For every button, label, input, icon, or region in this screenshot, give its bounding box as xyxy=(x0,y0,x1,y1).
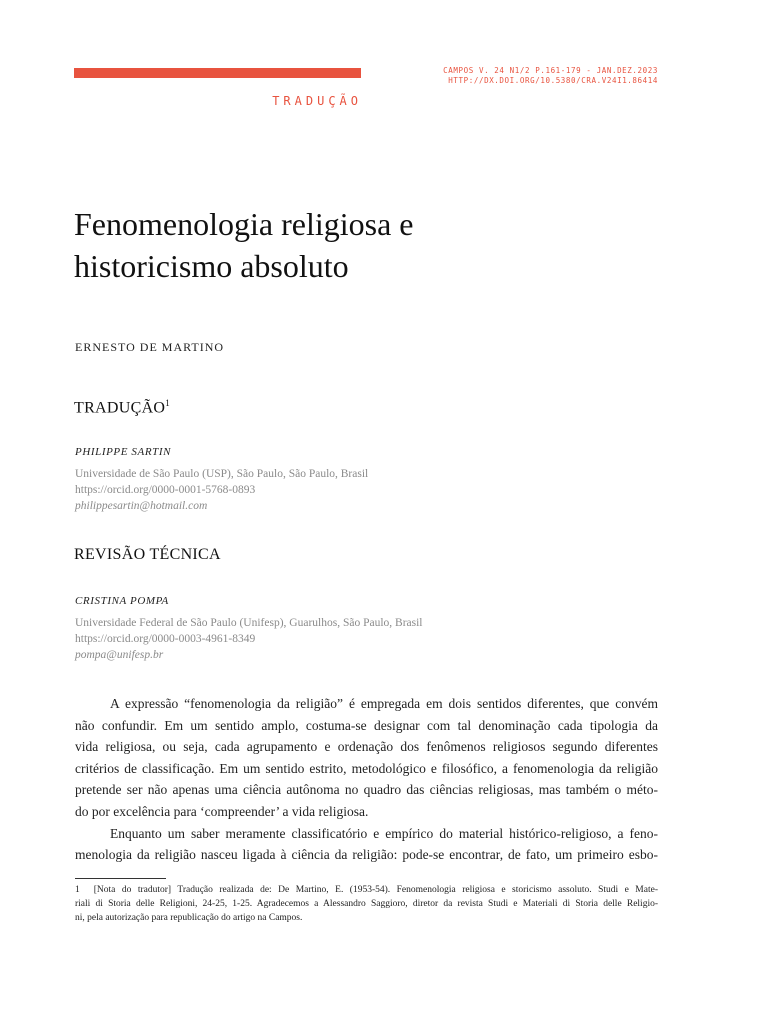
body-line: A expressão “fenomenologia da religião” é empregada em dois sentidos diferentes, que convém xyxy=(110,696,658,711)
footnote-line: ni, pela autorização para republicação do artigo na Campos. xyxy=(75,913,303,923)
translation-heading xyxy=(74,398,170,417)
footnote-number: 1 xyxy=(75,885,80,895)
reviewer-block xyxy=(75,593,423,663)
accent-bar xyxy=(74,68,361,78)
footnote-text: [Nota do tradutor] Tradução realizada de: De Martino, E. (1953-54). Fenomenologia religiosa e storicismo assoluto. Studi e Mate- xyxy=(93,885,658,895)
article-body xyxy=(75,693,658,866)
translation-heading-text: TRADUÇÃO xyxy=(74,399,166,417)
body-line: critérios de classificação. Em um sentido estrito, metodológico e filosófico, a fenomenologia da religião xyxy=(75,760,658,776)
footnote-divider xyxy=(75,878,166,879)
translator-orcid-link[interactable]: https://orcid.org/0000-0001-5768-0893 xyxy=(75,484,256,496)
body-line: vida religiosa, ou seja, cada agrupamento e ordenação dos fenômenos religiosos segundo diferentes xyxy=(75,739,658,755)
reviewer-orcid-link[interactable]: https://orcid.org/0000-0003-4961-8349 xyxy=(75,633,256,645)
reviewer-email-link[interactable]: pompa@unifesp.br xyxy=(75,649,164,661)
body-line: menologia da religião nasceu ligada à ciência da religião: pode-se encontrar, de fato, um primeiro esbo- xyxy=(75,847,658,863)
body-line: não confundir. Em um sentido amplo, costuma-se designar com tal denominação cada tipologia da xyxy=(75,717,658,733)
article-author: ERNESTO DE MARTINO xyxy=(75,340,225,354)
footnote xyxy=(75,883,658,925)
translator-name: PHILIPPE SARTIN xyxy=(75,446,172,458)
title-line-1: Fenomenologia religiosa e xyxy=(74,206,414,242)
review-heading: REVISÃO TÉCNICA xyxy=(74,546,221,563)
journal-doi-link[interactable]: HTTP://DX.DOI.ORG/10.5380/CRA.V24I1.86414 xyxy=(448,76,658,85)
paragraph-2 xyxy=(75,823,658,866)
footnote-line xyxy=(75,883,658,897)
article-title xyxy=(74,203,674,287)
translator-email-link[interactable]: philippesartin@hotmail.com xyxy=(75,500,208,512)
journal-citation: CAMPOS V. 24 N1/2 P.161-179 - JAN.DEZ.2023 xyxy=(443,66,658,75)
footnote-reference[interactable]: 1 xyxy=(165,398,171,408)
footnote-line: riali di Storia delle Religioni, 24-25, 1-25. Agradecemos a Alessandro Saggioro, diretor da revista Studi e Materiali di Storia delle Religio- xyxy=(75,899,658,909)
journal-reference xyxy=(380,66,658,86)
paragraph-1 xyxy=(75,693,658,823)
translator-block xyxy=(75,444,368,514)
body-line: do por excelência para ‘compreender’ a vida religiosa. xyxy=(75,803,369,819)
reviewer-name: CRISTINA POMPA xyxy=(75,595,169,607)
body-line: pretende ser não apenas uma ciência autônoma no quadro das ciências religiosas, mas também o méto- xyxy=(75,782,658,798)
reviewer-affiliation: Universidade Federal de São Paulo (Unifesp), Guarulhos, São Paulo, Brasil xyxy=(75,617,423,629)
translator-affiliation: Universidade de São Paulo (USP), São Paulo, São Paulo, Brasil xyxy=(75,468,369,480)
body-line: Enquanto um saber meramente classificatório e empírico do material histórico-religioso, a feno- xyxy=(110,825,658,841)
section-label: TRADUÇÃO xyxy=(272,94,362,108)
title-line-2: historicismo absoluto xyxy=(74,248,349,284)
